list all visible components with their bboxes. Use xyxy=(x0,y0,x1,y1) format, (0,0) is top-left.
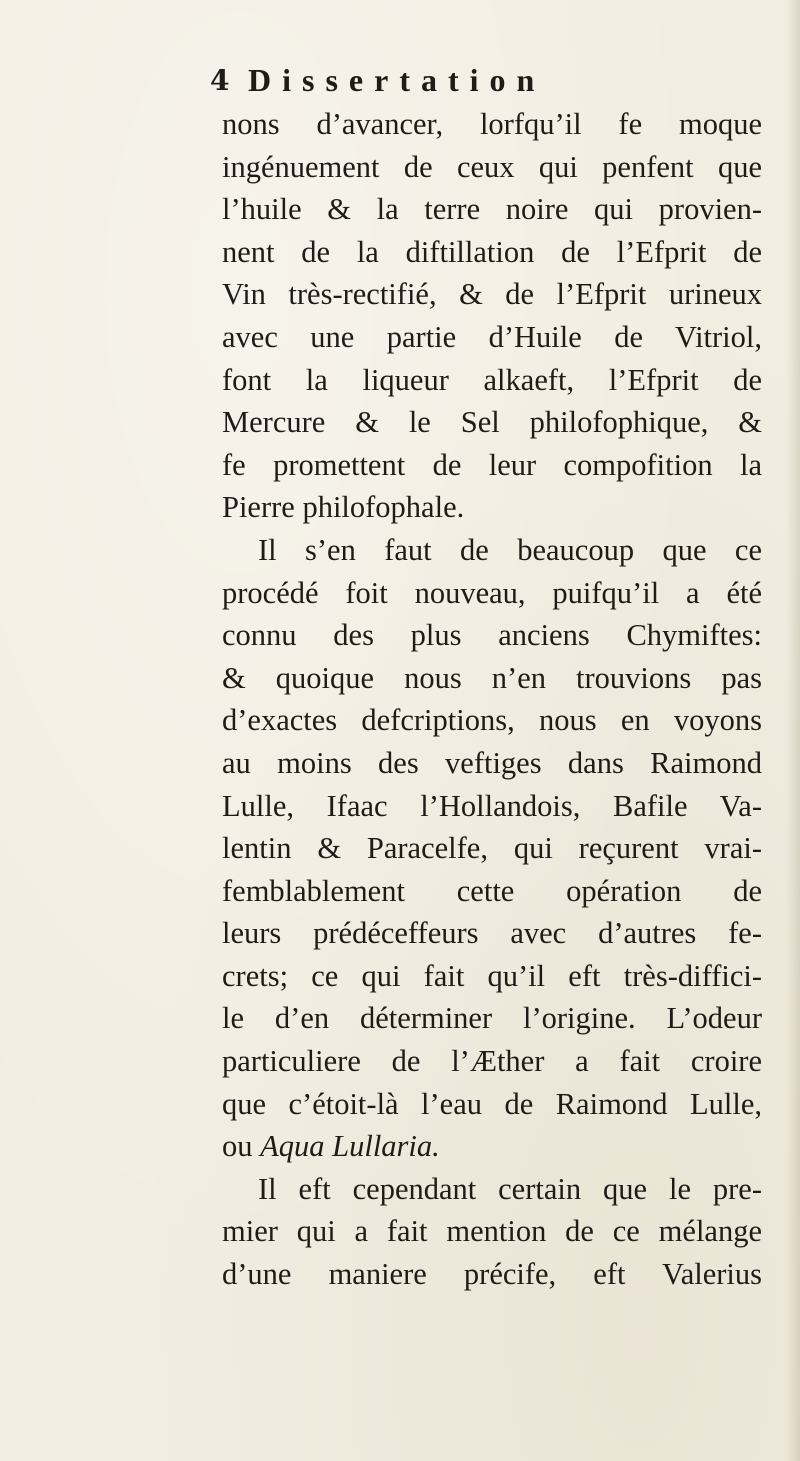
text-line: particuliere de l’Æther a fait croire xyxy=(222,1044,762,1079)
text-line: nons d’avancer, lorfqu’il fe moque xyxy=(222,107,762,141)
running-header xyxy=(210,62,770,102)
text-line: Vin très-rectifié, & de l’Efprit urineux xyxy=(222,277,762,312)
text-line: Pierre philofophale. xyxy=(222,490,465,525)
text-line: lentin & Paracelfe, qui reçurent vrai- xyxy=(222,831,762,866)
text-line: au moins des veftiges dans Raimond xyxy=(222,745,762,780)
text-line: Lulle, Ifaac l’Hollandois, Bafile Va- xyxy=(222,788,762,823)
text-line: crets; ce qui fait qu’il eft très-diffici- xyxy=(222,958,762,993)
text-line: le d’en déterminer l’origine. L’odeur xyxy=(222,1001,762,1036)
text-line: que c’étoit-là l’eau de Raimond Lulle, xyxy=(222,1086,762,1121)
running-title: Dissertation xyxy=(248,62,546,98)
text-line: avec une partie d’Huile de Vitriol, xyxy=(222,319,762,354)
text-fragment: ou xyxy=(222,1129,261,1164)
page-number: 4 xyxy=(210,64,230,97)
paragraph-start-line: Il s’en faut de beaucoup que ce xyxy=(258,532,762,567)
page-edge-shadow xyxy=(786,0,800,1461)
text-line: leurs prédéceffeurs avec d’autres fe- xyxy=(222,916,762,951)
text-line: Mercure & le Sel philofophique, & xyxy=(222,405,762,440)
text-line: ingénuement de ceux qui penfent que xyxy=(222,149,762,184)
text-line: & quoique nous n’en trouvions pas xyxy=(222,660,762,695)
text-line: mier qui a fait mention de ce mélange xyxy=(222,1214,762,1249)
text-line: d’une maniere précife, eft Valerius xyxy=(222,1257,762,1292)
text-line: connu des plus anciens Chymiftes: xyxy=(222,618,762,653)
body-text xyxy=(222,103,762,1296)
text-line: fe promettent de leur compofition la xyxy=(222,447,762,482)
text-line: font la liqueur alkaeft, l’Efprit de xyxy=(222,362,762,397)
text-line: femblablement cette opération de xyxy=(222,873,762,908)
text-line: nent de la diftillation de l’Efprit de xyxy=(222,234,762,269)
text-line: procédé foit nouveau, puifqu’il a été xyxy=(222,575,762,610)
paragraph-start-line: Il eft cependant certain que le pre- xyxy=(258,1171,762,1206)
text-line: l’huile & la terre noire qui provien- xyxy=(222,192,762,227)
text-line: d’exactes defcriptions, nous en voyons xyxy=(222,703,762,738)
text-line-with-italic xyxy=(222,1125,762,1168)
italic-phrase: Aqua Lullaria. xyxy=(260,1129,440,1164)
